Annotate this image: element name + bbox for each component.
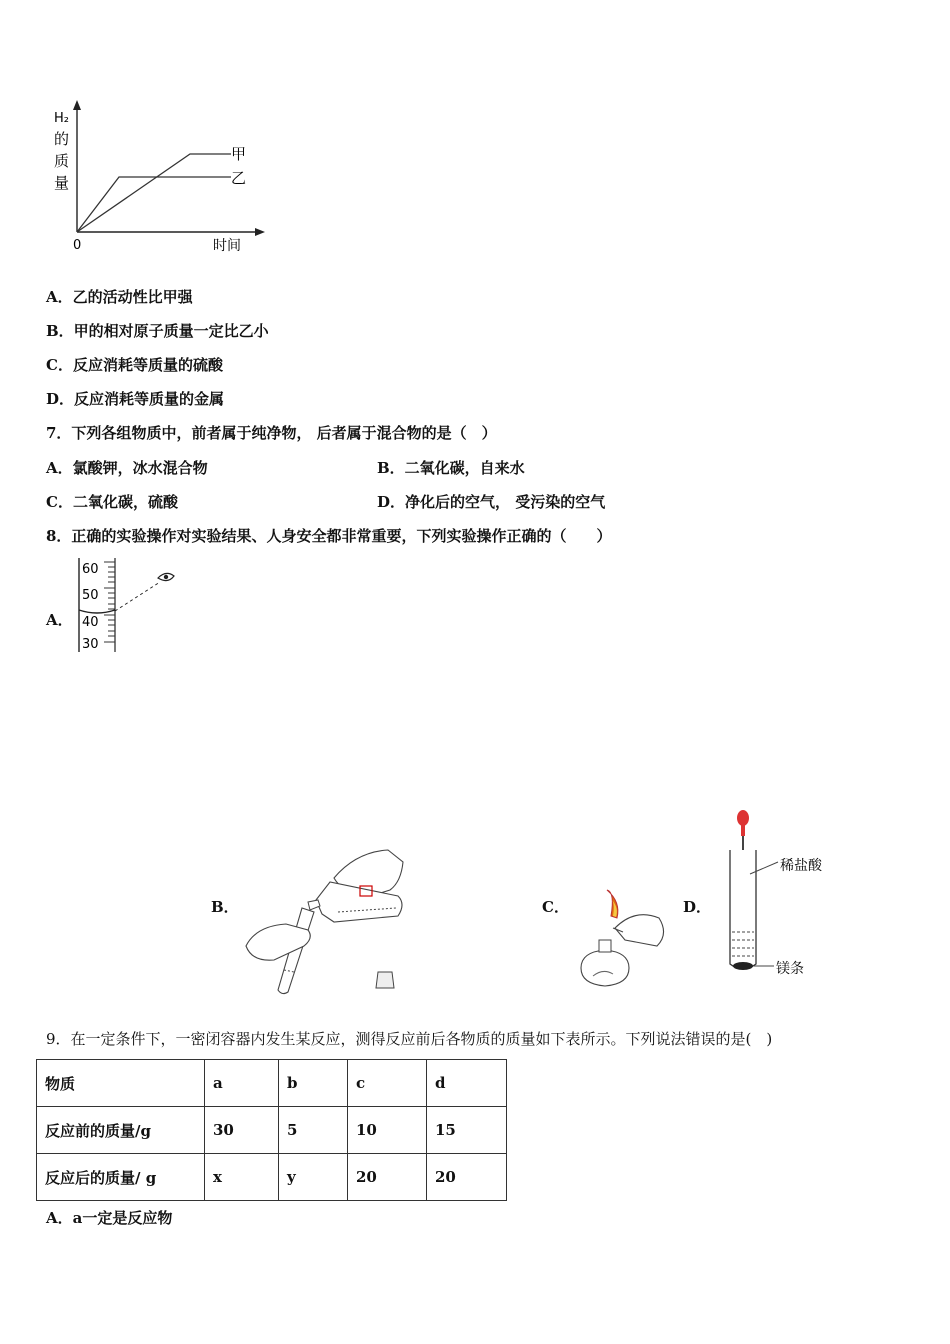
- test-tube-magnesium-illustration: [712, 808, 842, 983]
- q7-option-d: D．净化后的空气， 受污染的空气: [377, 493, 606, 511]
- table-cell: 20: [427, 1154, 507, 1201]
- line-label-yi: 乙: [231, 169, 247, 187]
- q7-option-a: A．氯酸钾，冰水混合物: [46, 459, 208, 477]
- y-axis-label-char-2: 质: [54, 152, 70, 170]
- table-cell: 反应后的质量/ g: [37, 1154, 205, 1201]
- sight-line: [115, 582, 160, 611]
- x-axis-label: 时间: [213, 238, 241, 254]
- pouring-liquid-illustration: [238, 842, 408, 997]
- tick-30: 30: [82, 637, 99, 652]
- q8-stem: 8．正确的实验操作对实验结果、人身安全都非常重要，下列实验操作正确的（ ）: [46, 527, 612, 545]
- y-axis-label-char-1: 的: [54, 130, 70, 148]
- q9-stem: 9．在一定条件下，一密闭容器内发生某反应，测得反应前后各物质的质量如下表所示。下列说法错误的是( ): [46, 1030, 773, 1048]
- table-cell: b: [279, 1060, 348, 1107]
- meniscus: [79, 610, 115, 613]
- x-axis-arrow: [255, 228, 265, 236]
- tick-40: 40: [82, 615, 99, 630]
- y-axis-arrow: [73, 100, 81, 110]
- table-row: [37, 1154, 507, 1201]
- table-cell: 15: [427, 1107, 507, 1154]
- q8-option-a-label: A．: [46, 611, 73, 629]
- tick-50: 50: [82, 588, 99, 603]
- eye-icon: [158, 573, 174, 580]
- lamp-neck: [599, 940, 611, 952]
- table-cell: x: [205, 1154, 279, 1201]
- q9-mass-table: [36, 1059, 507, 1201]
- table-cell: 30: [205, 1107, 279, 1154]
- q6-option-c: C．反应消耗等质量的硫酸: [46, 356, 223, 374]
- q6-option-b: B．甲的相对原子质量一定比乙小: [46, 322, 269, 340]
- q7-option-b: B．二氧化碳，自来水: [377, 459, 525, 477]
- y-axis-label-h2: H₂: [54, 111, 69, 126]
- table-cell: 10: [348, 1107, 427, 1154]
- alcohol-lamp-illustration: [575, 888, 675, 998]
- label-dilute-hcl: 稀盐酸: [780, 858, 822, 874]
- q8-option-b-label: B．: [211, 898, 239, 916]
- table-cell: 物质: [37, 1060, 205, 1107]
- table-cell: y: [279, 1154, 348, 1201]
- y-axis-label-char-3: 量: [54, 174, 70, 192]
- line-label-jia: 甲: [231, 145, 247, 163]
- bottle-mouth: [308, 900, 320, 910]
- table-cell: 20: [348, 1154, 427, 1201]
- q8-option-c-label: C．: [542, 898, 569, 916]
- h2-mass-time-graph: [45, 98, 275, 258]
- bottle-stopper: [376, 972, 394, 988]
- line-jia: [77, 154, 231, 232]
- q6-option-a: A．乙的活动性比甲强: [46, 288, 193, 306]
- magnesium-ribbon: [733, 962, 753, 970]
- table-cell: d: [427, 1060, 507, 1107]
- table-cell: c: [348, 1060, 427, 1107]
- q7-option-c: C．二氧化碳，硫酸: [46, 493, 178, 511]
- table-header-row: [37, 1060, 507, 1107]
- graduated-cylinder-illustration: [74, 556, 184, 656]
- second-lamp: [615, 915, 664, 946]
- table-row: [37, 1107, 507, 1154]
- table-cell: 5: [279, 1107, 348, 1154]
- q7-stem: 7．下列各组物质中，前者属于纯净物， 后者属于混合物的是（ ）: [46, 424, 497, 442]
- lamp-body: [581, 950, 629, 986]
- table-cell: 反应前的质量/g: [37, 1107, 205, 1154]
- table-cell: a: [205, 1060, 279, 1107]
- test-tube-d: [730, 850, 756, 969]
- origin-label: 0: [73, 238, 82, 253]
- line-yi: [77, 177, 231, 232]
- q8-option-d-label: D．: [683, 898, 712, 916]
- q9-option-a: A．a一定是反应物: [46, 1209, 173, 1227]
- tick-60: 60: [82, 562, 99, 577]
- label-magnesium: 镁条: [776, 961, 804, 977]
- dropper-bulb: [737, 810, 749, 826]
- q6-option-d: D．反应消耗等质量的金属: [46, 390, 225, 408]
